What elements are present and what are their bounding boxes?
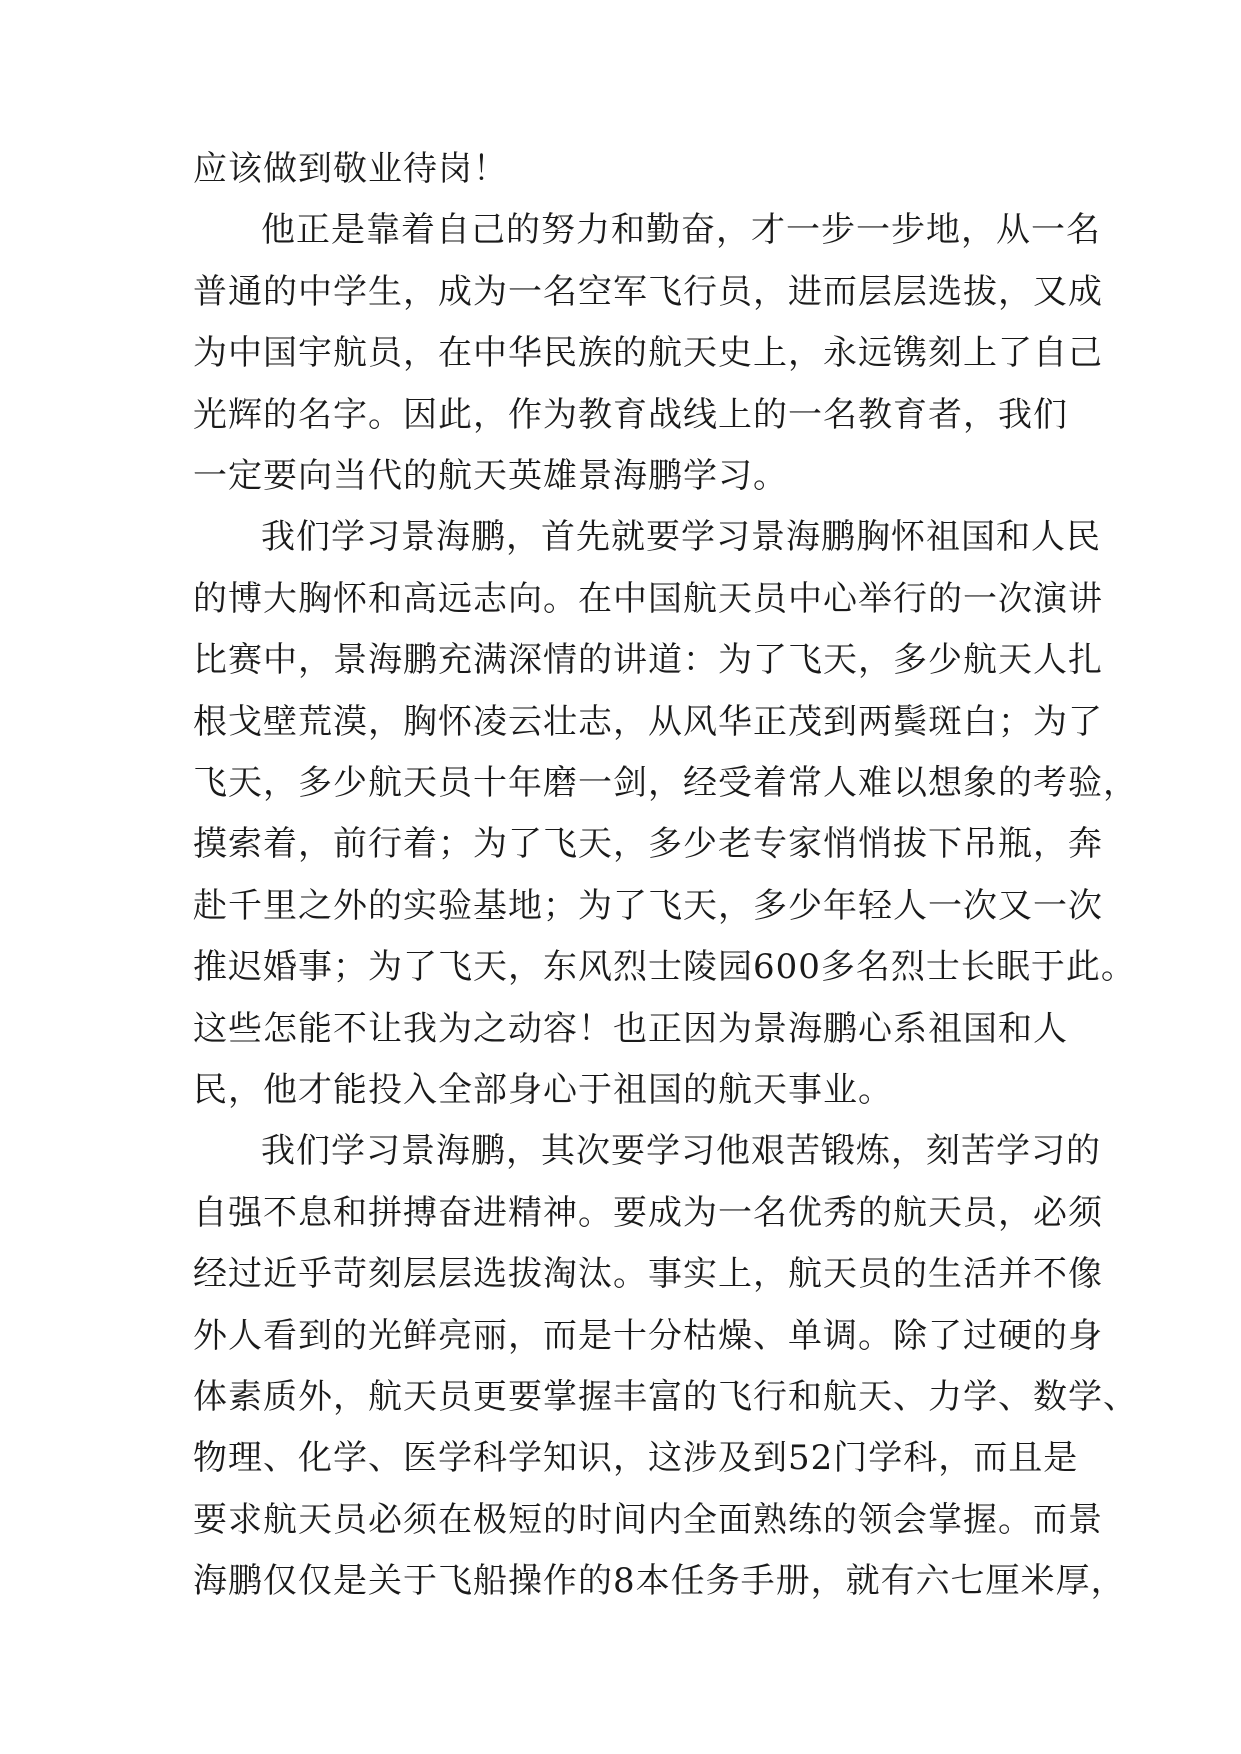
- text-line: 光 辉 的 名 字 。 因 此 ， 作 为 教 育 战 线 上 的 一 名 教 育 者 ， 我 们: [193, 394, 1068, 435]
- text-line: 为 中 国 宇 航 员 ， 在 中 华 民 族 的 航 天 史 上 ， 永 远 镌 刻 上 了 自 己: [193, 333, 1103, 374]
- text-line: 这 些 怎 能 不 让 我 为 之 动 容 ！ 也 正 因 为 景 海 鹏 心 系 祖 国 和 人: [193, 1008, 1068, 1049]
- text-line: 物 理 、 化 学 、 医 学 科 学 知 识 ， 这 涉 及 到 52 门 学 科 ， 而 且 是: [193, 1438, 1079, 1479]
- text-line: 海 鹏 仅 仅 是 关 于 飞 船 操 作 的 8 本 任 务 手 册 ， 就 有 六 七 厘 米 厚 ，: [193, 1561, 1126, 1602]
- text-line: 比 赛 中 ， 景 海 鹏 充 满 深 情 的 讲 道 ： 为 了 飞 天 ， 多 少 航 天 人 扎: [193, 640, 1103, 681]
- text-line: 推 迟 婚 事 ； 为 了 飞 天 ， 东 风 烈 士 陵 园 600 多 名 烈 士 长 眠 于 此 。: [193, 947, 1136, 988]
- paragraph-first-line: 我 们 学 习 景 海 鹏 ， 其 次 要 学 习 他 艰 苦 锻 炼 ， 刻 苦 学 习 的: [261, 1131, 1101, 1172]
- text-line: 要 求 航 天 员 必 须 在 极 短 的 时 间 内 全 面 熟 练 的 领 会 掌 握 。 而 景: [193, 1499, 1103, 1540]
- text-line: 民，他才能投入全部身心于祖国的航天事业。: [193, 1070, 893, 1110]
- text-line: 应该做到敬业待岗！: [193, 149, 508, 189]
- text-line: 外 人 看 到 的 光 鲜 亮 丽 ， 而 是 十 分 枯 燥 、 单 调 。 除 了 过 硬 的 身: [193, 1315, 1103, 1356]
- text-line: 的 博 大 胸 怀 和 高 远 志 向 。 在 中 国 航 天 员 中 心 举 行 的 一 次 演 讲: [193, 578, 1103, 619]
- text-line: 摸 索 着 ， 前 行 着 ； 为 了 飞 天 ， 多 少 老 专 家 悄 悄 拔 下 吊 瓶 ， 奔: [193, 824, 1103, 865]
- text-line: 赴 千 里 之 外 的 实 验 基 地 ； 为 了 飞 天 ， 多 少 年 轻 人 一 次 又 一 次: [193, 885, 1103, 926]
- text-line: 一定要向当代的航天英雄景海鹏学习。: [193, 456, 788, 496]
- text-line: 自 强 不 息 和 拼 搏 奋 进 精 神 。 要 成 为 一 名 优 秀 的 航 天 员 ， 必 须: [193, 1192, 1103, 1233]
- text-line: 经 过 近 乎 苛 刻 层 层 选 拔 淘 汰 。 事 实 上 ， 航 天 员 的 生 活 并 不 像: [193, 1254, 1103, 1295]
- text-line: 普 通 的 中 学 生 ， 成 为 一 名 空 军 飞 行 员 ， 进 而 层 层 选 拔 ， 又 成: [193, 271, 1103, 312]
- text-line: 体 素 质 外 ， 航 天 员 更 要 掌 握 丰 富 的 飞 行 和 航 天 、 力 学 、 数 学 、: [193, 1377, 1138, 1417]
- text-line: 飞 天 ， 多 少 航 天 员 十 年 磨 一 剑 ， 经 受 着 常 人 难 以 想 象 的 考 验 ，: [193, 763, 1138, 803]
- paragraph-first-line: 我 们 学 习 景 海 鹏 ， 首 先 就 要 学 习 景 海 鹏 胸 怀 祖 国 和 人 民: [261, 517, 1101, 558]
- text-line: 根 戈 壁 荒 漠 ， 胸 怀 凌 云 壮 志 ， 从 风 华 正 茂 到 两 鬓 斑 白 ； 为 了: [193, 701, 1103, 742]
- paragraph-first-line: 他 正 是 靠 着 自 己 的 努 力 和 勤 奋 ， 才 一 步 一 步 地 ， 从 一 名: [261, 210, 1101, 251]
